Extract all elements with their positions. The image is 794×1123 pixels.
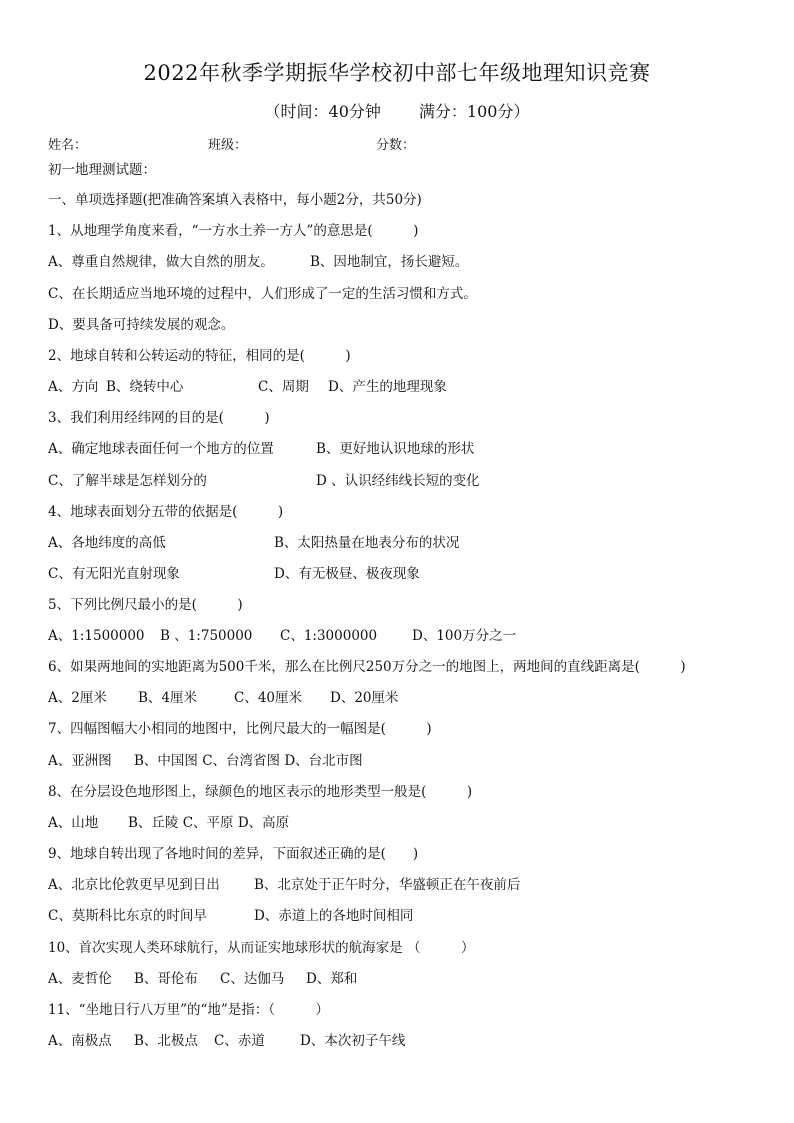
- option-d: D、20厘米: [330, 690, 399, 706]
- option-row: [48, 814, 748, 832]
- option-b: B 、1:750000: [160, 628, 253, 644]
- option-row: [48, 440, 748, 458]
- option-b: B、因地制宜，扬长避短。: [310, 254, 469, 270]
- option-b: B、更好地认识地球的形状: [316, 441, 475, 457]
- option-d: D 、认识经纬线长短的变化: [316, 473, 480, 489]
- option-c: C、莫斯科比东京的时间早: [48, 908, 207, 924]
- option-b: B、北京处于正午时分，华盛顿正在午夜前后: [254, 877, 521, 893]
- option-a: A、亚洲图: [48, 753, 112, 769]
- option-row: [48, 534, 748, 552]
- option-a: A、各地纬度的高低: [48, 535, 166, 551]
- option-c: C、达伽马: [220, 971, 285, 987]
- option-row: [48, 285, 748, 303]
- option-c: C、1:3000000: [280, 628, 378, 644]
- question-stem: 3、我们利用经纬网的目的是( ): [48, 410, 270, 426]
- option-a: A、麦哲伦: [48, 971, 112, 987]
- option-row: [48, 472, 748, 490]
- question-stem: 7、四幅图幅大小相同的地图中，比例尺最大的一幅图是( ): [48, 721, 432, 737]
- option-a: A、2厘米: [48, 690, 107, 706]
- option-row: [48, 1032, 748, 1050]
- option-d: D、有无极昼、极夜现象: [274, 566, 420, 582]
- option-a: A、北京比伦敦更早见到日出: [48, 877, 220, 893]
- option-a: A、确定地球表面任何一个地方的位置: [48, 441, 274, 457]
- option-d: D、产生的地理现象: [328, 379, 447, 395]
- option-b: B、绕转中心: [106, 379, 184, 395]
- time-limit: （时间：40分钟: [264, 102, 381, 121]
- question-stem: 1、从地理学角度来看，“一方水土养一方人”的意思是( ): [48, 223, 419, 239]
- option-b: B、北极点: [134, 1033, 198, 1049]
- option-a: A、1:1500000: [48, 628, 145, 644]
- option-row: [48, 316, 748, 334]
- option-a: A、南极点: [48, 1033, 112, 1049]
- option-b: B、哥伦布: [134, 971, 198, 987]
- question-stem: 2、地球自转和公转运动的特征，相同的是( ): [48, 348, 351, 364]
- option-b: B、4厘米: [138, 690, 198, 706]
- name-label: 姓名：: [48, 138, 88, 153]
- option-row: [48, 907, 748, 925]
- option-c: C、周期: [258, 379, 309, 395]
- exam-subtitle: [0, 99, 794, 122]
- option-d: D、本次初子午线: [300, 1033, 406, 1049]
- option-c: C、有无阳光直射现象: [48, 566, 180, 582]
- option-c: C、赤道: [214, 1033, 265, 1049]
- full-score: 满分：100分）: [418, 102, 530, 121]
- section-heading: 一、单项选择题(把准确答案填入表格中，每小题2分，共50分): [48, 192, 422, 208]
- question-stem: 11、“坐地日行八万里”的“地”是指：（ ）: [48, 1002, 330, 1018]
- option-d: D、郑和: [306, 971, 358, 987]
- question-stem: 10、首次实现人类环球航行，从而证实地球形状的航海家是 （ ）: [48, 940, 475, 956]
- option-a: A、山地: [48, 815, 99, 831]
- option-row: [48, 752, 748, 770]
- option-c: C、在长期适应当地环境的过程中，人们形成了一定的生活习惯和方式。: [48, 286, 477, 302]
- option-row: [48, 689, 748, 707]
- option-row: [48, 627, 748, 645]
- question-stem: 6、如果两地间的实地距离为500千米，那么在比例尺250万分之一的地图上，两地间的直线距离是( ): [48, 659, 686, 675]
- option-row: [48, 970, 748, 988]
- option-row: [48, 378, 748, 396]
- option-d: D、100万分之一: [412, 628, 517, 644]
- option-c: C、40厘米: [234, 690, 303, 706]
- question-stem: 5、下列比例尺最小的是( ): [48, 597, 243, 613]
- option-d: D、赤道上的各地时间相同: [254, 908, 414, 924]
- question-stem: 9、地球自转出现了各地时间的差异，下面叙述正确的是( ): [48, 846, 419, 862]
- option-row: [48, 565, 748, 583]
- score-label: 分数：: [376, 138, 416, 153]
- option-bcd: B、中国图 C、台湾省图 D、台北市图: [134, 753, 363, 769]
- option-row: [48, 876, 748, 894]
- option-a: A、方向: [48, 379, 99, 395]
- option-bcd: B、丘陵 C、平原 D、高原: [128, 815, 290, 831]
- question-stem: 8、在分层设色地形图上，绿颜色的地区表示的地形类型一般是( ): [48, 784, 473, 800]
- option-b: B、太阳热量在地表分布的状况: [274, 535, 460, 551]
- page-title: 2022年秋季学期振华学校初中部七年级地理知识竞赛: [143, 61, 651, 85]
- intro-text: 初一地理测试题：: [48, 162, 156, 178]
- question-stem: 4、地球表面划分五带的依据是( ): [48, 504, 284, 520]
- option-a: A、尊重自然规律，做大自然的朋友。: [48, 254, 274, 270]
- option-c: C、了解半球是怎样划分的: [48, 473, 207, 489]
- option-row: [48, 253, 748, 271]
- option-d: D、要具备可持续发展的观念。: [48, 317, 235, 333]
- class-label: 班级：: [208, 138, 248, 153]
